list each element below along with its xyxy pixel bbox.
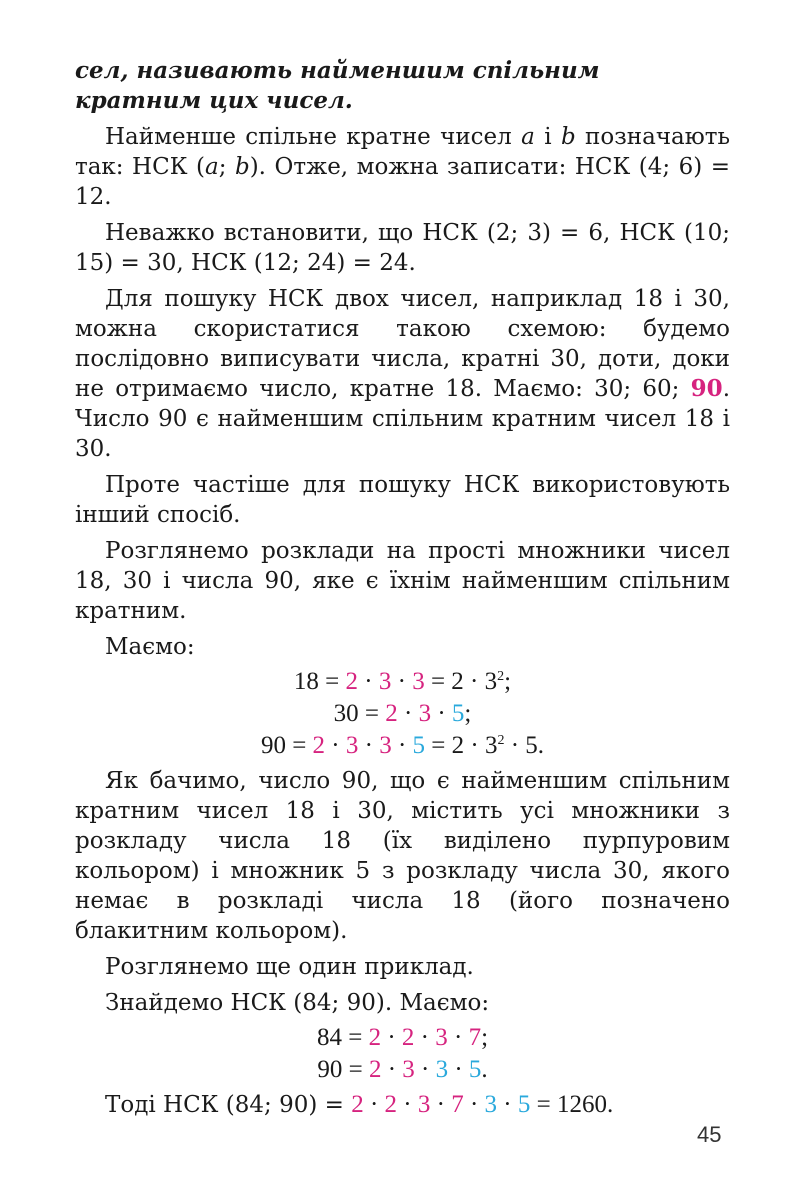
equations-block-1 <box>75 666 730 762</box>
definition-text: сел, називають найменшим спільним кратним цих чисел. <box>75 57 600 114</box>
eq5-factor: 3 <box>402 1056 415 1083</box>
eq5-dot: · <box>414 1056 436 1083</box>
eq1-dot: · <box>358 668 379 695</box>
final-dot: · <box>397 1091 418 1118</box>
eq1-rhs: = 2 · 3 <box>424 668 498 695</box>
eq1-lhs: 18 = <box>293 668 346 695</box>
eq1-exponent: 2 <box>497 669 505 684</box>
equation-90b <box>75 1054 730 1086</box>
eq3-factor: 5 <box>412 732 426 759</box>
eq3-dot: · <box>325 732 346 759</box>
final-end: = 1260. <box>530 1091 614 1118</box>
eq1-factor: 2 <box>345 668 359 695</box>
final-result <box>75 1090 730 1120</box>
p1-sep: ; <box>218 154 235 180</box>
var-a: a <box>521 124 535 150</box>
eq3-lhs: 90 = <box>260 732 313 759</box>
eq4-end: ; <box>481 1024 489 1051</box>
eq4-factor: 7 <box>468 1024 482 1051</box>
p3-before: Для пошуку НСК двох чисел, наприклад 18 і 30, можна скористатися такою схемою: будемо послідовно виписувати числа, кратні 30, доти, доки не отримаємо число, кратне 18. Маємо: 30; 60; <box>75 286 730 402</box>
paragraph-other-method: Проте частіше для пошуку НСК використовують інший спосіб. <box>75 472 730 528</box>
equations-block-2 <box>75 1022 730 1086</box>
paragraph-scheme <box>75 284 730 464</box>
p1-text: Найменше спільне кратне чисел <box>105 124 522 150</box>
eq1-end: ; <box>504 668 512 695</box>
eq5-factor: 2 <box>368 1056 382 1083</box>
final-dot: · <box>363 1091 385 1118</box>
p1-text2: позначають так: НСК ( <box>75 124 731 180</box>
eq3-factor: 3 <box>345 732 359 759</box>
paragraph-explanation: Як бачимо, число 90, що є найменшим спільним кратним чисел 18 і 30, містить усі множники з розкладу числа 18 (їх виділено пурпуровим кольором) і множник 5 з розкладу числа 30, якого немає в розкладі числа 18 (його позначено блакитним кольором). <box>75 768 730 944</box>
var-a2: a <box>204 154 219 180</box>
final-dot: · <box>497 1091 518 1118</box>
paragraph-examples: Неважко встановити, що НСК (2; 3) = 6, НСК (10; 15) = 30, НСК (12; 24) = 24. <box>75 220 730 276</box>
eq3-factor: 2 <box>312 732 326 759</box>
eq1-factor: 3 <box>378 668 392 695</box>
eq3-end: · 5. <box>504 732 545 759</box>
eq2-lhs: 30 = <box>333 700 386 727</box>
eq1-factor: 3 <box>412 668 425 695</box>
eq2-factor: 2 <box>385 700 398 727</box>
final-lead: Тоді НСК (84; 90) = <box>105 1092 352 1118</box>
eq5-factor: 3 <box>435 1056 449 1083</box>
eq2-factor: 3 <box>418 700 432 727</box>
eq4-factor: 2 <box>401 1024 415 1051</box>
final-factor: 7 <box>451 1091 464 1118</box>
eq1-dot: · <box>391 668 413 695</box>
eq5-lhs: 90 = <box>317 1056 369 1083</box>
paragraph-find-lcm: Знайдемо НСК (84; 90). Маємо: <box>105 990 490 1016</box>
var-b: b <box>560 124 576 150</box>
eq4-dot: · <box>447 1024 469 1051</box>
paragraph-we-have: Маємо: <box>105 634 195 660</box>
eq4-factor: 2 <box>368 1024 382 1051</box>
highlight-90: 90 <box>690 375 723 402</box>
equation-18 <box>75 666 730 698</box>
text-body <box>75 56 730 1120</box>
final-factor: 2 <box>351 1091 364 1118</box>
final-factor: 5 <box>517 1091 531 1118</box>
eq5-end: . <box>481 1056 488 1083</box>
final-factor: 2 <box>384 1091 398 1118</box>
p3-after: . Число 90 є найменшим спільним кратним чисел 18 і 30. <box>75 376 730 462</box>
paragraph-factorizations: Розглянемо розклади на прості множники чисел 18, 30 і числа 90, яке є їхнім найменшим спільним кратним. <box>75 538 730 624</box>
eq3-exponent: 2 <box>497 733 505 748</box>
eq4-factor: 3 <box>435 1024 448 1051</box>
equation-90 <box>75 730 730 762</box>
eq3-factor: 3 <box>379 732 392 759</box>
p1-mid: і <box>534 124 561 150</box>
eq2-dot: · <box>397 700 419 727</box>
eq5-dot: · <box>448 1056 469 1083</box>
eq2-end: ; <box>464 700 472 727</box>
eq4-dot: · <box>414 1024 436 1051</box>
p1-text3: ). Отже, можна записати: НСК (4; 6) = 12. <box>75 154 731 210</box>
page-number: 45 <box>697 1122 722 1147</box>
final-factor: 3 <box>417 1091 431 1118</box>
equation-84 <box>75 1022 730 1054</box>
eq5-dot: · <box>381 1056 403 1083</box>
final-factor: 3 <box>484 1091 498 1118</box>
equation-30 <box>75 698 730 730</box>
eq3-rhs: = 2 · 3 <box>425 732 498 759</box>
var-b2: b <box>234 154 250 180</box>
eq3-dot: · <box>391 732 413 759</box>
eq4-lhs: 84 = <box>316 1024 369 1051</box>
eq2-dot: · <box>431 700 452 727</box>
eq2-factor: 5 <box>451 700 465 727</box>
eq3-dot: · <box>358 732 380 759</box>
paragraph-notation <box>75 122 730 212</box>
eq5-factor: 5 <box>468 1056 482 1083</box>
final-dot: · <box>430 1091 452 1118</box>
final-dot: · <box>463 1091 485 1118</box>
paragraph-another-example: Розглянемо ще один приклад. <box>105 954 474 980</box>
eq4-dot: · <box>381 1024 402 1051</box>
